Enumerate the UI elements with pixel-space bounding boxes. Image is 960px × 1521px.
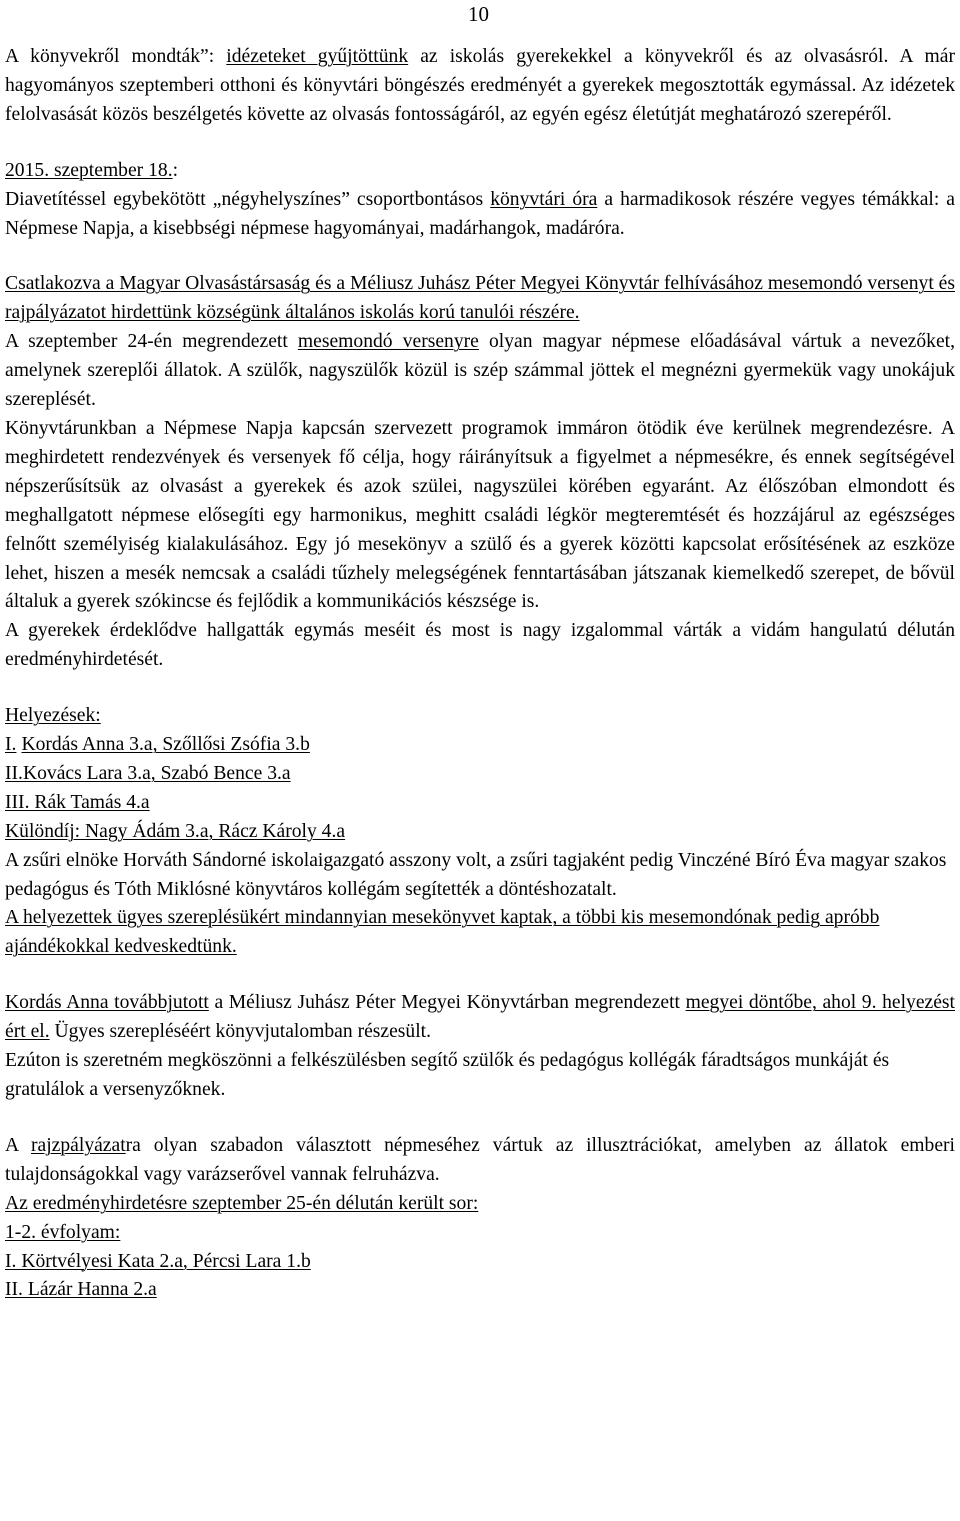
county-text-1: a Méliusz Juhász Péter Megyei Könyvtárban megrendezett (208, 992, 686, 1014)
contest-announcement: Csatlakozva a Magyar Olvasástársaság és a Méliusz Juhász Péter Megyei Könyvtár felhívásához mesemondó versenyt és rajpályázatot hirdettünk községünk általános iskolás korú tanulói részére. (5, 273, 956, 324)
drawing-first: I. Körtvélyesi Kata 2.a, Pércsi Lara 1.b (5, 1250, 311, 1272)
jury-paragraph: A zsűri elnöke Horváth Sándorné iskolaigazgató asszony volt, a zsűri tagjaként pedig Vinczéné Bíró Éva magyar szakos pedagógus és Tóth Miklósné könyvtáros kollégám segítették a döntéshozatalt. (5, 849, 947, 900)
results-first-label: I. (5, 734, 17, 756)
contest-paragraph-2 (5, 328, 955, 415)
spacer (5, 243, 955, 270)
contest-p2-b: olyan magyar népmese előadásával vártuk a nevezőket, amelynek szereplői állatok. A szülők, nagyszülők közül is szép számmal jöttek el megnézni gyermekük vagy unokájuk szereplését. (5, 331, 955, 411)
drawing-text-b: ra olyan szabadon választott népmeséhez vártuk az illusztrációkat, amelyben az állatok emberi tulajdonságokkal vagy varázserővel vannak felruházva. (5, 1134, 956, 1185)
results-heading: Helyezések: (5, 705, 101, 727)
quote-close: ” (341, 188, 350, 210)
drawing-grade: 1-2. évfolyam: (5, 1221, 121, 1243)
county-text-2: Ügyes szerepléséért könyvjutalomban részesült. (49, 1021, 432, 1043)
results-third: III. Rák Tamás 4.a (5, 791, 150, 813)
county-link-1: Kordás Anna továbbjutott (5, 992, 209, 1014)
document-body (5, 43, 955, 1305)
thanks-paragraph: Ezúton is szeretném megköszönni a felkészülésben segítő szülők és pedagógus kollégák fáradtságos munkáját és gratulálok a versenyzőknek. (5, 1050, 890, 1100)
drawing-text-a: A (5, 1134, 32, 1156)
quote-open: „ (212, 188, 222, 210)
county-link-2: megyei döntőbe, ahol 9. helyezést ért el. (5, 992, 955, 1043)
results-second: II.Kovács Lara 3.a, Szabó Bence 3.a (5, 762, 291, 784)
prizes-paragraph: A helyezettek ügyes szereplésükért mindannyian mesekönyvet kaptak, a többi kis mesemondónak pedig apróbb ajándékokkal kedveskedtünk. (5, 907, 880, 958)
sept18-date-line (5, 157, 955, 186)
sept18-quoted: négyhelyszínes (221, 188, 342, 210)
sept18-text1: Diavetítéssel egybekötött (5, 188, 213, 210)
drawing-second: II. Lázár Hanna 2.a (5, 1279, 157, 1301)
drawing-link: rajzpályázat (31, 1134, 126, 1156)
sept18-colon: : (172, 159, 179, 181)
spacer (5, 675, 955, 702)
quotes-intro: A könyvekről mondták”: (5, 46, 227, 67)
sept18-link: könyvtári óra (490, 188, 598, 210)
contest-p2-link: mesemondó versenyre (297, 331, 479, 353)
sept18-text2: csoportbontásos (349, 188, 491, 210)
contest-paragraph-3: Könyvtárunkban a Népmese Napja kapcsán szervezett programok immáron ötödik éve kerülnek megrendezésre. A meghirdetett rendezvények és versenyek fő célja, hogy ráirányítsuk a figyelmet a népmesékre, és ennek segítségével népszerűsítsük az olvasást a gyerekek és azok szülei, nagyszülei körében egyaránt. Az élőszóban elmondott és meghallgatott népmese elősegíti egy harmonikus, meghitt családi légkör megteremtését és hozzájárul az egészséges felnőtt személyiség kialakulásához. Egy jó mesekönyv a szülő és a gyerek közötti kapcsolat erősítésének az eszköze lehet, hiszen a mesék nemcsak a családi tűzhely melegségének fenntartásában játszanak kiemelkedő szerepet, de bővül általuk a gyerek szókincse és fejlődik a kommunikációs készsége is. (5, 417, 955, 613)
drawing-paragraph (5, 1132, 955, 1190)
quotes-rest: az iskolás gyerekekkel a könyvekről és az olvasásról. A már hagyományos szeptemberi otthoni és könyvtári böngészés eredményét a gyerekek megosztották egymással. Az idézetek felolvasását közös beszélgetés követte az olvasás fontosságáról, az egyén egész életútját meghatározó szerepéről. (5, 46, 955, 125)
spacer (5, 962, 955, 989)
results-first (5, 731, 955, 760)
page-number: 10 (468, 2, 489, 26)
quotes-paragraph (5, 43, 955, 130)
contest-p2-a: A szeptember 24-én megrendezett (5, 331, 298, 353)
sept18-paragraph (5, 186, 955, 244)
results-first-names: Kordás Anna 3.a, Szőllősi Zsófia 3.b (21, 734, 310, 756)
spacer (5, 1105, 955, 1132)
quotes-link: idézeteket gyűjtöttünk (226, 46, 409, 67)
sept18-text3: a harmadikosok részére vegyes témákkal: a Népmese Napja, a kisebbségi népmese hagyományai, madárhangok, madáróra. (5, 188, 956, 239)
drawing-announcement: Az eredményhirdetésre szeptember 25-én délután került sor: (5, 1192, 479, 1214)
results-special: Különdíj: Nagy Ádám 3.a, Rácz Károly 4.a (5, 820, 346, 842)
contest-paragraph-4: A gyerekek érdeklődve hallgatták egymás meséit és most is nagy izgalommal várták a vidám hangulatú délután eredményhirdetését. (5, 620, 955, 671)
county-paragraph (5, 989, 955, 1047)
sept18-date: 2015. szeptember 18. (5, 159, 173, 181)
spacer (5, 130, 955, 157)
